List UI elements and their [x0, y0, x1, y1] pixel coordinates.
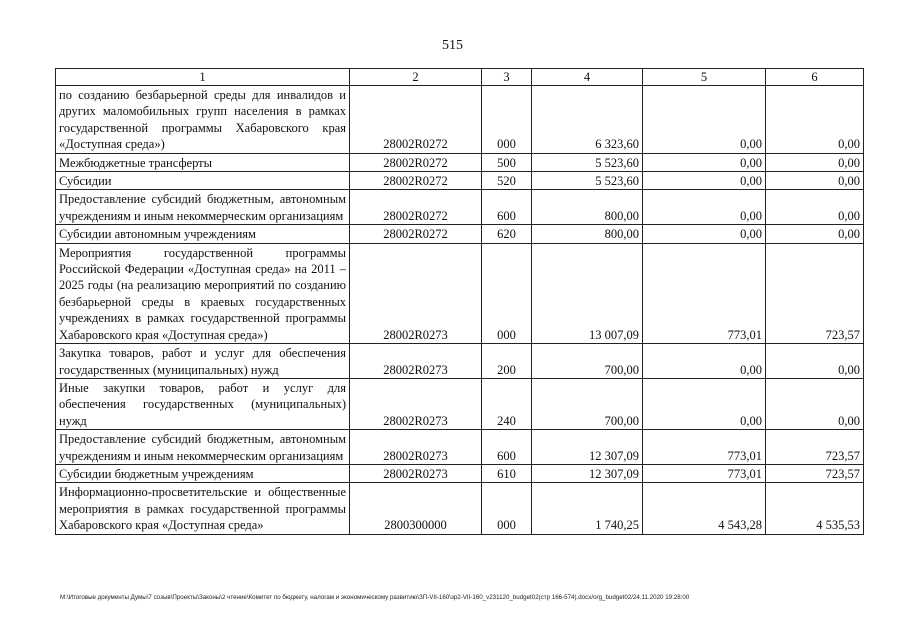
row-name: Субсидии	[56, 172, 350, 190]
column-header-2: 2	[350, 69, 482, 86]
table-row	[56, 483, 864, 534]
row-value-5: 0,00	[643, 190, 766, 225]
row-name: по созданию безбарьерной среды для инвалидов и других маломобильных групп населения в рамках государственной программы Хабаровского края «Доступная среда»)	[56, 86, 350, 154]
row-code: 28002R0273	[350, 344, 482, 379]
row-value-4: 800,00	[532, 190, 643, 225]
row-name: Предоставление субсидий бюджетным, автономным учреждениям и иным некоммерческим организациям	[56, 430, 350, 465]
row-name: Закупка товаров, работ и услуг для обеспечения государственных (муниципальных) нужд	[56, 344, 350, 379]
table-row	[56, 86, 864, 154]
row-value-5: 773,01	[643, 243, 766, 343]
row-code: 28002R0273	[350, 378, 482, 429]
row-code: 28002R0272	[350, 153, 482, 171]
row-code: 28002R0273	[350, 464, 482, 482]
table-row	[56, 153, 864, 171]
row-value-6: 0,00	[766, 86, 864, 154]
row-value-4: 12 307,09	[532, 464, 643, 482]
row-code: 2800300000	[350, 483, 482, 534]
row-value-4: 700,00	[532, 344, 643, 379]
row-kind: 620	[482, 225, 532, 243]
row-kind: 500	[482, 153, 532, 171]
row-value-5: 0,00	[643, 344, 766, 379]
table-row	[56, 344, 864, 379]
row-code: 28002R0273	[350, 243, 482, 343]
budget-table	[55, 68, 864, 535]
table-header-row	[56, 69, 864, 86]
row-value-4: 700,00	[532, 378, 643, 429]
table-row	[56, 225, 864, 243]
column-header-5: 5	[643, 69, 766, 86]
row-value-4: 12 307,09	[532, 430, 643, 465]
row-value-6: 723,57	[766, 430, 864, 465]
row-value-5: 0,00	[643, 225, 766, 243]
row-kind: 600	[482, 430, 532, 465]
row-value-5: 0,00	[643, 378, 766, 429]
table-row	[56, 190, 864, 225]
row-value-5: 4 543,28	[643, 483, 766, 534]
row-name: Иные закупки товаров, работ и услуг для обеспечения государственных (муниципальных) нужд	[56, 378, 350, 429]
row-kind: 520	[482, 172, 532, 190]
row-value-6: 0,00	[766, 344, 864, 379]
row-value-6: 0,00	[766, 378, 864, 429]
row-value-6: 723,57	[766, 243, 864, 343]
row-value-4: 13 007,09	[532, 243, 643, 343]
row-value-6: 0,00	[766, 172, 864, 190]
column-header-1: 1	[56, 69, 350, 86]
row-value-4: 5 523,60	[532, 172, 643, 190]
page-number: 515	[442, 38, 463, 53]
row-value-6: 0,00	[766, 153, 864, 171]
row-kind: 000	[482, 243, 532, 343]
row-code: 28002R0273	[350, 430, 482, 465]
row-value-5: 0,00	[643, 172, 766, 190]
row-name: Информационно-просветительские и общественные мероприятия в рамках государственной программы Хабаровского края «Доступная среда»	[56, 483, 350, 534]
row-value-5: 0,00	[643, 153, 766, 171]
column-header-6: 6	[766, 69, 864, 86]
row-kind: 610	[482, 464, 532, 482]
row-name: Мероприятия государственной программы Российской Федерации «Доступная среда» на 2011 – 2025 годы (на реализацию мероприятий по созданию безбарьерной среды в краевых государственных учреждениях в рамках государственной программы Хабаровского края «Доступная среда»)	[56, 243, 350, 343]
row-value-6: 723,57	[766, 464, 864, 482]
row-kind: 200	[482, 344, 532, 379]
table-row	[56, 464, 864, 482]
row-value-4: 800,00	[532, 225, 643, 243]
column-header-3: 3	[482, 69, 532, 86]
row-kind: 000	[482, 483, 532, 534]
row-code: 28002R0272	[350, 225, 482, 243]
table-row	[56, 378, 864, 429]
row-name: Субсидии автономным учреждениям	[56, 225, 350, 243]
row-value-5: 773,01	[643, 464, 766, 482]
row-name: Межбюджетные трансферты	[56, 153, 350, 171]
column-header-4: 4	[532, 69, 643, 86]
row-name: Предоставление субсидий бюджетным, автономным учреждениям и иным некоммерческим организациям	[56, 190, 350, 225]
table-row	[56, 430, 864, 465]
row-value-6: 4 535,53	[766, 483, 864, 534]
row-kind: 000	[482, 86, 532, 154]
row-value-4: 5 523,60	[532, 153, 643, 171]
row-name: Субсидии бюджетным учреждениям	[56, 464, 350, 482]
row-value-6: 0,00	[766, 190, 864, 225]
row-value-5: 0,00	[643, 86, 766, 154]
row-code: 28002R0272	[350, 86, 482, 154]
row-value-4: 6 323,60	[532, 86, 643, 154]
row-value-6: 0,00	[766, 225, 864, 243]
row-code: 28002R0272	[350, 172, 482, 190]
document-path-footer: M:\Итоговые документы Думы\7 созыв\Проекты\Законы\2 чтение\Комитет по бюджету, налогам и экономическому развитию\ЗП-VII-160\зр2-VII-160_v231120_budget02(стр 166-574).docx/org_budget02/24.11.2020 19:28:00	[60, 594, 690, 601]
row-value-4: 1 740,25	[532, 483, 643, 534]
table-row	[56, 172, 864, 190]
row-code: 28002R0272	[350, 190, 482, 225]
row-value-5: 773,01	[643, 430, 766, 465]
row-kind: 600	[482, 190, 532, 225]
row-kind: 240	[482, 378, 532, 429]
table-row	[56, 243, 864, 343]
